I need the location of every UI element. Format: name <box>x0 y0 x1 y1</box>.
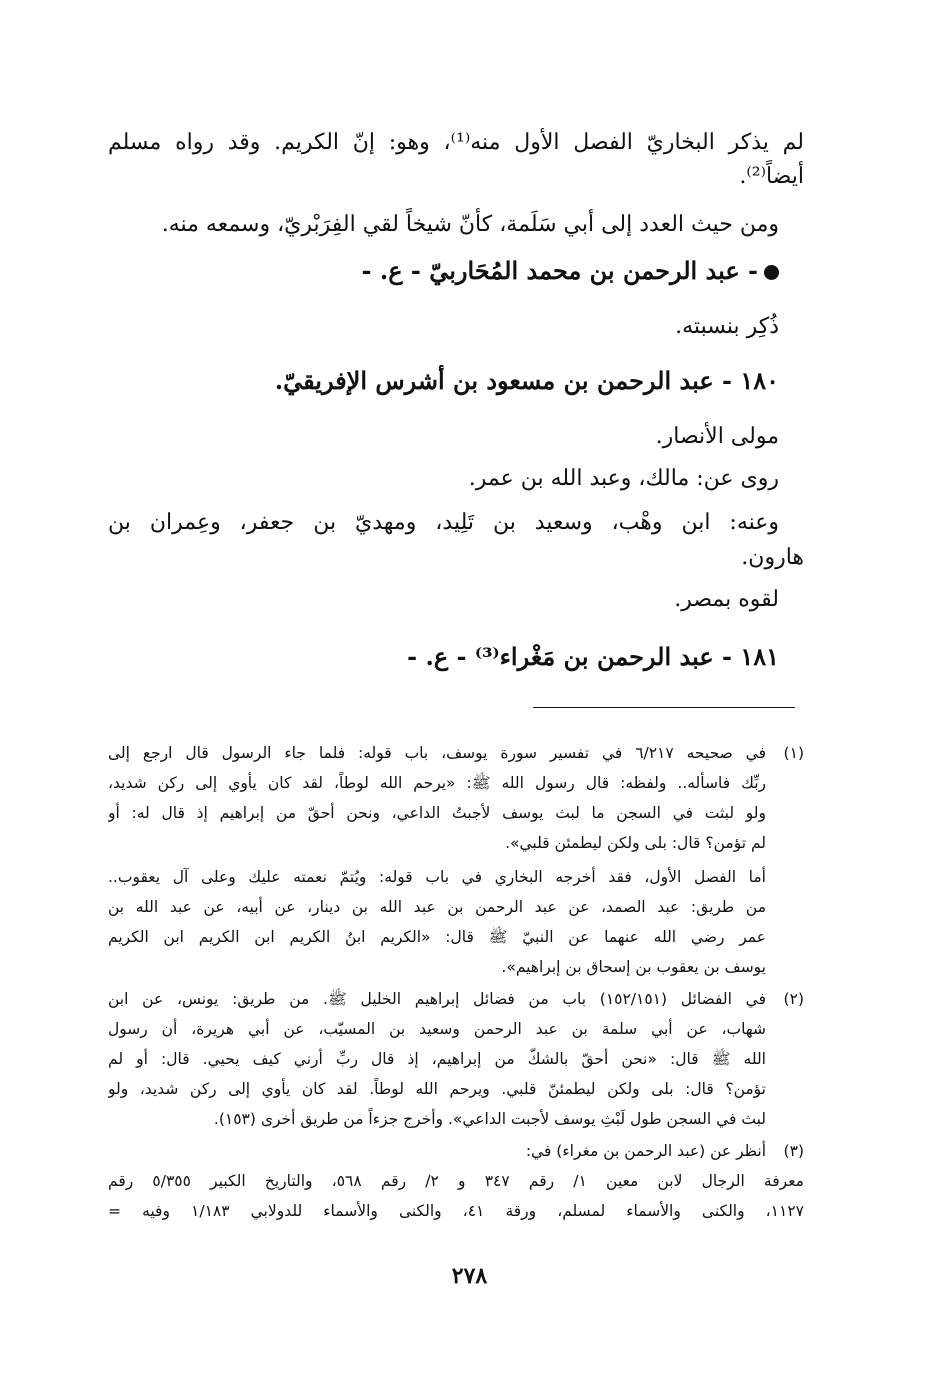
footnote-text: تؤمن؟ قال: بلى ولكن ليطمئنّ قلبي. ويرحم الله لوطاً. لقد كان يأوي إلى ركن شديد، ولو <box>108 1080 766 1098</box>
footnote-divider <box>533 707 795 708</box>
footnote-line <box>108 986 804 1012</box>
footnote-text: معرفة الرجال لابن معين ١/ رقم ٣٤٧ و ٢/ رقم ٥٦٨، والتاريخ الكبير ٥/٣٥٥ رقم <box>108 1172 804 1190</box>
footnote-line <box>108 740 804 766</box>
footnote-line <box>108 770 804 796</box>
footnote-text: لم تؤمن؟ قال: بلى ولكن ليطمئن قلبي». <box>505 834 766 852</box>
footnote-text: ربِّك فاسأله.. ولفظه: قال رسول الله ﷺ: «يرحم الله لوطاً، لقد كان يأوي إلى ركن شديد، <box>108 774 766 792</box>
text-line: أيضاً⁽²⁾. <box>739 164 804 189</box>
entry-heading: ١٨١ - عبد الرحمن بن مَغْراء⁽³⁾ - ع. - <box>407 642 779 671</box>
bullet-icon <box>764 265 779 280</box>
entry-heading-text: - عبد الرحمن بن محمد المُحَاربيّ - ع. - <box>361 256 758 285</box>
footnote-line <box>108 1046 804 1072</box>
text-line: ومن حيث العدد إلى أبي سَلَمة، كأنّ شيخاً لقي الفِرَبْريّ، وسمعه منه. <box>161 212 779 237</box>
footnote-number: (٢) <box>783 990 804 1008</box>
footnote-text: شهاب، عن أبي سلمة بن عبد الرحمن وسعيد بن المسيّب، عن أبي هريرة، أن رسول <box>108 1020 766 1038</box>
footnote-line <box>108 1168 804 1194</box>
text-line: لقوه بمصر. <box>674 587 779 612</box>
footnote-line <box>108 1106 804 1132</box>
footnote-text: في الفضائل (١٥٢/١٥١) باب من فضائل إبراهيم الخليل ﷺ. من طريق: يونس، عن ابن <box>108 990 766 1008</box>
text-line: وعنه: ابن وهْب، وسعيد بن تَلِيد، ومهديّ بن جعفر، وعِمران بن <box>108 510 779 535</box>
footnote-line <box>108 1016 804 1042</box>
footnote-line <box>108 1138 804 1164</box>
footnote-text: عمر رضي الله عنهما عن النبيّ ﷺ قال: «الكريم ابنُ الكريم ابن الكريم ابن الكريم <box>108 928 766 946</box>
footnote-text: يوسف بن يعقوب بن إسحاق بن إبراهيم». <box>501 958 766 976</box>
footnote-line <box>108 830 804 856</box>
page-number: ٢٧٨ <box>451 1263 488 1289</box>
footnote-line <box>108 894 804 920</box>
footnote-line <box>108 800 804 826</box>
footnote-number: (١) <box>783 744 804 762</box>
text-line: مولى الأنصار. <box>655 424 779 449</box>
footnote-text: الله ﷺ قال: «نحن أحقّ بالشكّ من إبراهيم، إذ قال ربِّ أرني كيف يحيي. قال: أو لم <box>108 1050 766 1068</box>
footnote-line <box>108 864 804 890</box>
text-line: ذُكِر بنسبته. <box>675 314 779 339</box>
footnote-line <box>108 1076 804 1102</box>
text-line: روى عن: مالك، وعبد الله بن عمر. <box>468 466 779 491</box>
footnote-number: (٣) <box>783 1142 804 1160</box>
footnote-text: ولو لبثت في السجن ما لبث يوسف لأجبتُ الداعي، ونحن أحقّ من إبراهيم إذ قال له: أو <box>108 804 766 822</box>
entry-heading: ١٨٠ - عبد الرحمن بن مسعود بن أشرس الإفريقيّ. <box>274 366 779 395</box>
footnote-text: أنظر عن (عبد الرحمن بن مغراء) في: <box>525 1142 766 1160</box>
entry-heading <box>108 254 779 288</box>
footnote-text: في صحيحه ٦/٢١٧ في تفسير سورة يوسف، باب قوله: فلما جاء الرسول قال ارجع إلى <box>108 744 766 762</box>
footnote-text: ١١٢٧، والكنى والأسماء لمسلم، ورقة ٤١، والكنى والأسماء للدولابي ١/١٨٣ وفيه = <box>108 1202 804 1220</box>
text-line: هارون. <box>741 545 804 570</box>
footnote-text: لبث في السجن طول لَبْثِ يوسف لأجبت الداعي». وأخرج جزءاً من طريق أخرى (١٥٣). <box>213 1110 766 1128</box>
footnote-line <box>108 954 804 980</box>
footnote-text: من طريق: عبد الصمد، عن عبد الرحمن بن عبد الله بن دينار، عن أبيه، عن عبد الله بن <box>108 898 766 916</box>
text-line: لم يذكر البخاريّ الفصل الأول منه⁽¹⁾، وهو: إنّ الكريم. وقد رواه مسلم <box>108 130 804 155</box>
footnote-line <box>108 1198 804 1224</box>
footnote-line <box>108 924 804 950</box>
footnote-text: أما الفصل الأول، فقد أخرجه البخاري في باب قوله: ويُتمّ نعمته عليك وعلى آل يعقوب.. <box>108 868 766 886</box>
